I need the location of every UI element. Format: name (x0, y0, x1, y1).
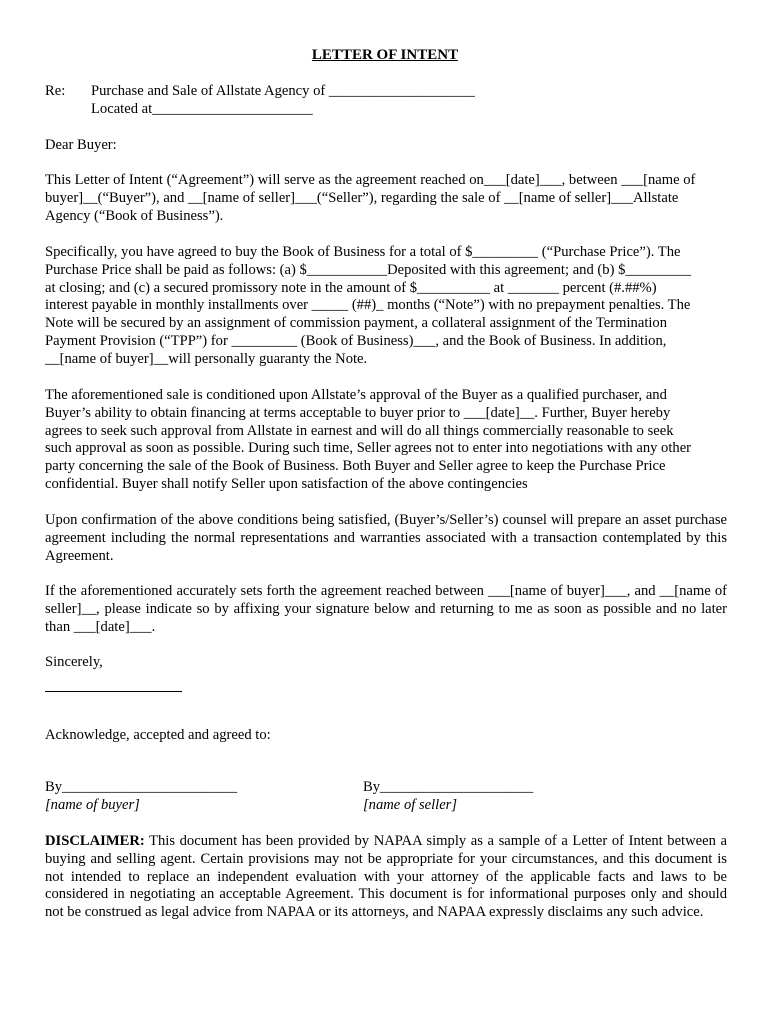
closing: Sincerely, (45, 654, 103, 670)
paragraph-line: at closing; and (c) a secured promissory note in the amount of $__________ at _______ percent (#.##%) (45, 279, 657, 296)
paragraph-line: interest payable in monthly installments over _____ (##)_ months (“Note”) with no prepayment penalties. The (45, 297, 691, 314)
document-title: LETTER OF INTENT (311, 47, 459, 63)
paragraph-line: such approval as soon as possible. During such time, Seller agrees not to enter into negotiations with any other (45, 440, 692, 457)
buyer-name-placeholder: [name of buyer] (45, 797, 140, 813)
re-location-line: Located at______________________ (91, 101, 313, 117)
signature-line (45, 691, 182, 692)
re-label: Re: (45, 83, 66, 99)
paragraph-line: confidential. Buyer shall notify Seller upon satisfaction of the above contingencies (45, 475, 528, 492)
disclaimer (45, 833, 727, 922)
paragraph-purchase-price (45, 244, 727, 369)
paragraph-line: __[name of buyer]__will personally guaranty the Note. (45, 350, 368, 367)
paragraph-agreement (45, 172, 727, 225)
acknowledgement: Acknowledge, accepted and agreed to: (45, 727, 271, 743)
paragraph-line: buyer]__(“Buyer”), and __[name of seller]___(“Seller”), regarding the sale of __[name of seller]___Allstate (45, 189, 679, 206)
seller-name-placeholder: [name of seller] (363, 797, 458, 813)
paragraph-line: Purchase Price shall be paid as follows: (a) $___________Deposited with this agreement; and (b) $_________ (45, 261, 692, 278)
paragraph-signature-request: If the aforementioned accurately sets forth the agreement reached between ___[name of buyer]___, and __[name of seller]__, please indicate so by affixing your signature below and returning to me as soon as possible and no later than ___[date]___. (45, 583, 727, 635)
paragraph-asset-agreement: Upon confirmation of the above conditions being satisfied, (Buyer’s/Seller’s) counsel will prepare an asset purchase agreement including the normal representations and warranties associated with a transaction contemplated by this Agreement. (45, 512, 727, 564)
paragraph-line: party concerning the sale of the Book of Business. Both Buyer and Seller agree to keep the Purchase Price (45, 458, 666, 475)
buyer-signature-line: By________________________ (45, 779, 238, 795)
paragraph-line: Buyer’s ability to obtain financing at terms acceptable to buyer prior to ___[date]__. Further, Buyer hereby (45, 404, 671, 421)
paragraph-line: This Letter of Intent (“Agreement”) will serve as the agreement reached on___[date]___, between ___[name of (45, 172, 696, 188)
paragraph-line: The aforementioned sale is conditioned upon Allstate’s approval of the Buyer as a qualified purchaser, and (45, 387, 667, 403)
disclaimer-label: DISCLAIMER: (45, 833, 145, 849)
re-subject-line: Purchase and Sale of Allstate Agency of ____________________ (91, 83, 475, 99)
paragraph-line: Agency (“Book of Business”). (45, 207, 224, 224)
disclaimer-text: This document has been provided by NAPAA simply as a sample of a Letter of Intent between a buying and selling agent. Certain provisions may not be appropriate for your circumstances, and this document is not intended to replace an independent evaluation with your attorney of the applicable facts and laws to be considered in negotiating an acceptable Agreement. This document is for informational purposes only and should not be construed as legal advice from NAPAA or its attorneys, and NAPAA expressly disclaims any such advice. (45, 833, 727, 921)
seller-signature-line: By_____________________ (363, 779, 534, 795)
salutation: Dear Buyer: (45, 137, 117, 153)
paragraph-line: Payment Provision (“TPP”) for _________ (Book of Business)___, and the Book of Business. In addition, (45, 332, 667, 349)
paragraph-line: Note will be secured by an assignment of commission payment, a collateral assignment of the Termination (45, 315, 668, 332)
paragraph-line: agrees to seek such approval from Allstate in earnest and will do all things commercially reasonable to seek (45, 422, 674, 439)
paragraph-conditions (45, 387, 727, 494)
paragraph-line: Specifically, you have agreed to buy the Book of Business for a total of $_________ (“Purchase Price”). The (45, 244, 681, 260)
